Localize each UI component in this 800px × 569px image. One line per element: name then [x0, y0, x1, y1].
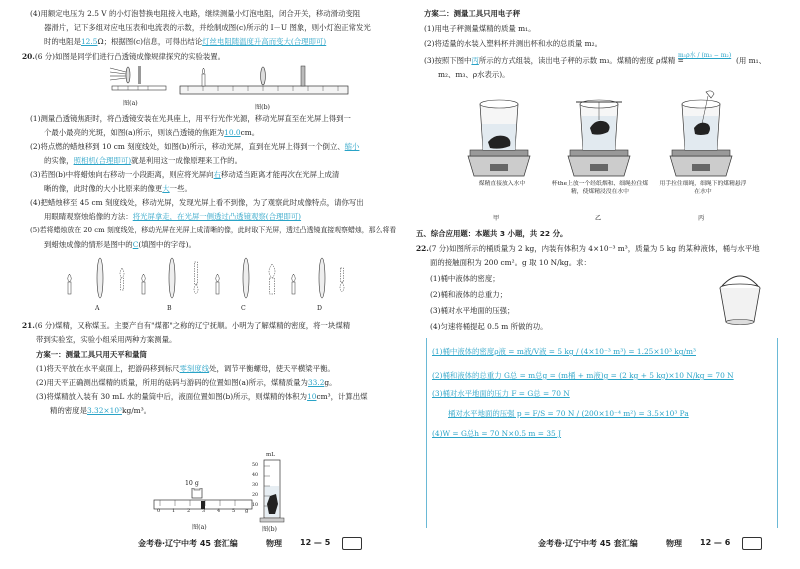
- q20-part5-answer: C: [132, 240, 139, 249]
- right-footer-subject: 物理: [666, 539, 682, 548]
- option-a-figure: [68, 258, 124, 298]
- figure-21b-graduated-cylinder: [258, 458, 288, 524]
- q20-options-figure: [60, 254, 350, 304]
- plan2-step1: (1)用电子秤测量煤精的质量 m₁。: [424, 24, 536, 33]
- figure-b-optical-bench: [178, 62, 350, 102]
- option-d-figure: [292, 258, 344, 298]
- plan1-step3-answer1: 10: [307, 392, 317, 401]
- cyl-tick-30: 30: [252, 483, 259, 488]
- q20-part2-answer1: 缩小: [344, 142, 360, 151]
- plan2-heading: 方案二：测量工具只用电子秤: [424, 9, 521, 18]
- q20-part4-line1: (4)把蜡烛移至 45 cm 刻度线处，移动光屏，发现光屏上看不到像，为了观察此时成像特点，请你写出: [30, 198, 364, 207]
- left-footer-subject: 物理: [266, 539, 282, 548]
- q20-title: 20.(6 分)如图是同学们进行凸透镜成像规律探究的实验装置。: [22, 52, 226, 61]
- scale-image-yi: [560, 94, 638, 178]
- caption-yi: 杯the上放一个经纸烟和、细绳拉住煤精，使煤精浸没在水中: [551, 181, 649, 195]
- plan2-step3-tail: (用 m₁、: [736, 56, 766, 65]
- fig21a-caption: 图(a): [192, 524, 207, 531]
- cyl-tick-50: 50: [252, 463, 259, 468]
- q21-line2: 带到实验室，实验小组采用两种方案测量。: [36, 335, 177, 344]
- scale-tick-4: 4: [217, 508, 221, 514]
- right-footer-logo-icon: [742, 537, 762, 550]
- plan1-step1-answer: 零刻度线: [179, 364, 210, 373]
- plan1-step2: (2)用天平正确测出煤精的质量，所用的砝码与游码的位置如图(a)所示，煤精质量为33.2g。: [36, 378, 337, 387]
- plan1-heading: 方案一：测量工具只用天平和量筒: [36, 350, 147, 359]
- scale-tick-5: 5: [232, 508, 236, 514]
- scale-tick-2: 2: [187, 508, 191, 514]
- option-d-label: D: [317, 305, 322, 312]
- q4-line1: (4)用额定电压为 2.5 V 的小灯泡替换电阻接入电路，继续测量小灯泡电阻，闭合开关，移动滑动变阻: [30, 9, 361, 18]
- q22-sub4: (4)匀速将桶提起 0.5 m 所做的功。: [430, 322, 548, 331]
- option-c-label: C: [241, 305, 246, 312]
- plan1-step1: (1)将天平放在水平桌面上，把游码移到标尺零刻度线处，调节平衡螺母，使天平横梁平衡。: [36, 364, 335, 373]
- fig-b-caption: 图(b): [255, 104, 270, 111]
- caption-jia: 煤精直接放入水中: [478, 181, 526, 187]
- cylinder-unit: mL: [266, 452, 275, 458]
- right-footer-page: 12 — 6: [700, 538, 731, 547]
- q4-answer1: 12.5: [80, 37, 98, 46]
- label-bing: 丙: [698, 215, 705, 222]
- option-b-label: B: [167, 305, 172, 312]
- q20-part2-line2: 的实像，照相机(合理即可)就是利用这一成像原理来工作的。: [44, 156, 242, 165]
- plan2-step3-line1: (3)按照下图中丙所示的方式组装，读出电子秤的示数 m₃。煤精的密度 ρ煤精 =: [424, 56, 684, 65]
- q20-part3-answer2: 大: [162, 184, 170, 193]
- q22-line2: 面的接触面积为 200 cm²。g 取 10 N/kg。求：: [430, 258, 591, 267]
- scale-image-jia: [460, 94, 538, 178]
- plan1-step3-line2: 精的密度是3.32×10³kg/m³。: [50, 406, 152, 415]
- option-c-figure: [216, 258, 275, 298]
- q20-part4-answer: 将光屏拿走，在光屏一侧透过凸透镜观察(合理即可): [132, 212, 302, 221]
- mass-weight-label: 10 g: [185, 480, 199, 487]
- label-jia: 甲: [493, 215, 500, 222]
- q22-answer3a: (3)桶对水平地面的压力 F = G总 = 70 N: [432, 389, 570, 398]
- cyl-tick-40: 40: [252, 473, 259, 478]
- left-footer-book: 金考卷·辽宁中考 45 套汇编: [138, 539, 238, 548]
- left-footer-logo-icon: [342, 537, 362, 550]
- cyl-tick-20: 20: [252, 493, 259, 498]
- plan1-step3-answer2: 3.32×10³: [86, 406, 122, 415]
- q22-answer1: (1)桶中液体的密度ρ液 = m液/V液 = 5 kg / (4×10⁻³ m³) = 1.25×10³ kg/m³: [432, 347, 696, 356]
- q22-sub2: (2)桶和液体的总重力；: [430, 290, 507, 299]
- q20-part3-line1: (3)若图(b)中将蜡烛向右移动一小段距离，则应将光屏向右移动适当距离才能再次在光屏上成清: [30, 170, 340, 179]
- q20-part5-line1: (5)若将蜡烛放在 20 cm 刻度线处，移动光屏在光屏上成清晰的像，此时取下光屏，透过凸透镜直接观察蜡烛，那么将看: [30, 226, 397, 234]
- q22-sub1: (1)桶中液体的密度；: [430, 274, 500, 283]
- plan2-step3-line2: m₂、m₃、ρ水表示)。: [438, 70, 510, 79]
- scale-tick-3: 3: [202, 508, 206, 514]
- q4-answer2: 灯丝电阻随温度升高而变大(合理即可): [202, 37, 327, 46]
- plan2-step3-formula: m₁ρ水 / (m₃ − m₂): [678, 52, 732, 59]
- cyl-tick-10: 10: [252, 503, 259, 508]
- label-yi: 乙: [595, 215, 602, 222]
- q20-part5-line2: 到蜡烛成像的情形是图中的C(填图中的字母)。: [44, 240, 196, 249]
- caption-bing: 用手拉住细绳，细绳下的煤精悬浮在水中: [659, 181, 747, 195]
- q20-part1-line1: (1)测量凸透镜焦距时，将凸透镜安装在光具座上，用平行光作光源，移动光屏直至在光屏上得到一: [30, 114, 351, 123]
- scale-image-bing: [662, 90, 740, 178]
- q20-part3-answer1: 右: [213, 170, 221, 179]
- fig-a-caption: 图(a): [123, 100, 138, 107]
- plan1-step2-answer: 33.2: [307, 378, 325, 387]
- section5-heading: 五、综合应用题：本题共 3 小题，共 22 分。: [416, 229, 568, 238]
- q21-line1: 21.(6 分)煤精，又称煤玉。主要产自有"煤都"之称的辽宁抚顺。小明为了解煤精的密度，将一块煤精: [22, 321, 351, 330]
- bucket-figure: [712, 272, 768, 326]
- right-page: [400, 0, 800, 569]
- q22-answer4: (4)W = G总h = 70 N×0.5 m = 35 J: [432, 429, 562, 438]
- right-footer-book: 金考卷·辽宁中考 45 套汇编: [538, 539, 638, 548]
- scale-tick-0: 0: [157, 508, 161, 514]
- q22-answer2: (2)桶和液体的总重力 G总 = m总g = (m桶 + m液)g = (2 kg + 5 kg)×10 N/kg = 70 N: [432, 371, 734, 380]
- plan2-step3-answer1: 丙: [471, 56, 479, 65]
- plan2-step2: (2)将适量的水装入塑料杯并测出杯和水的总质量 m₂。: [424, 39, 602, 48]
- q20-part2-answer2: 照相机(合理即可): [73, 156, 132, 165]
- q4-line2: 器滑片，记下多组对应电压表和电流表的示数，并绘制成图(c)所示的 I－U 图象，则小灯泡正常发光: [44, 23, 371, 32]
- q20-part3-line2: 晰的像，此时像的大小比原来的像更大一些。: [44, 184, 192, 193]
- q22-answer3b: 桶对水平地面的压强 p = F/S = 70 N / (200×10⁻⁴ m²) = 3.5×10³ Pa: [448, 409, 689, 418]
- option-b-figure: [142, 258, 198, 298]
- option-a-label: A: [95, 305, 100, 312]
- q4-line3: 时的电阻是12.5Ω；根据图(c)信息，可得出结论灯丝电阻随温度升高而变大(合理即可): [44, 37, 327, 46]
- scale-tick-1: 1: [172, 508, 176, 514]
- q22-line1: 22.(7 分)如图所示的桶质量为 2 kg，内装有体积为 4×10⁻³ m³，质量为 5 kg 的某种液体，桶与水平地: [416, 244, 760, 253]
- figure-a-focus-setup: [108, 62, 170, 98]
- plan1-step3-line1: (3)将煤精放入装有 30 mL 水的量筒中后，液面位置如图(b)所示，则煤精的体积为10cm³，计算出煤: [36, 392, 368, 401]
- q22-sub3: (3)桶对水平地面的压强；: [430, 306, 515, 315]
- q20-part4-line2: 用眼睛观察烛焰像的方法：将光屏拿走，在光屏一侧透过凸透镜观察(合理即可): [44, 212, 302, 221]
- q20-part1-answer: 10.0: [224, 128, 241, 137]
- q20-part1-line2: 个最小最亮的光斑，如图(a)所示，则该凸透镜的焦距为10.0cm。: [44, 128, 260, 137]
- fig21b-caption: 图(b): [262, 526, 277, 533]
- q20-part2-line1: (2)将点燃的蜡烛移到 10 cm 刻度线处，如图(b)所示，移动光屏，直到在光屏上得到一个倒立、缩小: [30, 142, 360, 151]
- left-footer-page: 12 — 5: [300, 538, 331, 547]
- scale-unit: g: [245, 508, 249, 514]
